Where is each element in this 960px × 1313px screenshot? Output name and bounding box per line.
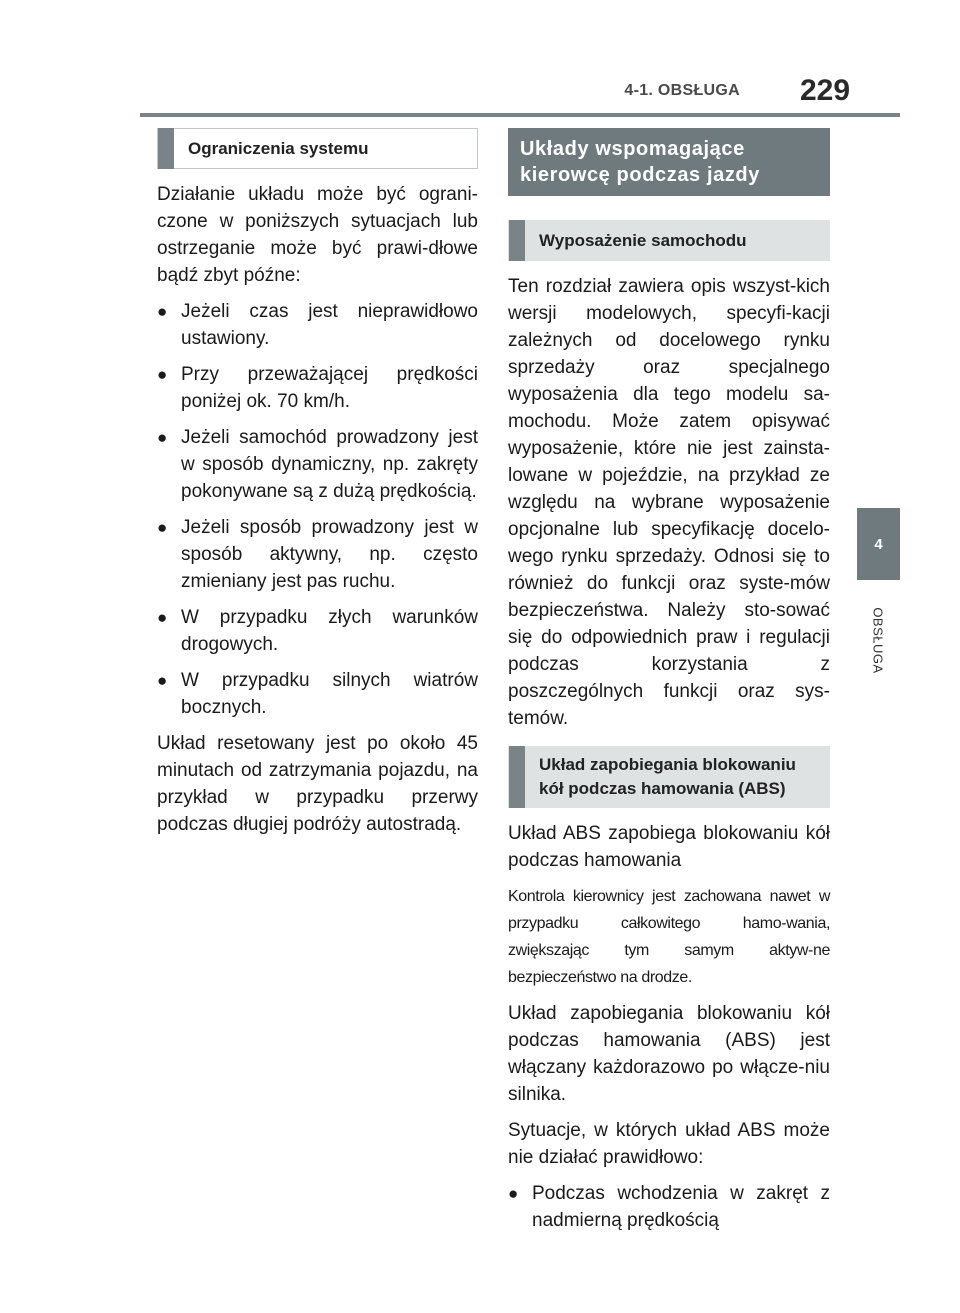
list-item <box>157 361 478 415</box>
list-item-text: Jeżeli sposób prowadzony jest w sposób aktywny, np. często zmieniany jest pas ruchu. <box>181 517 478 592</box>
equipment-text: Ten rozdział zawiera opis wszyst-kich wersji modelowych, specyfi-kacji zależnych od docelowego rynku sprzedaży oraz specjalnego wyposażenia dla tego modelu sa-mochodu. Może zatem opisywać wyposażenie, które nie jest zainsta-lowane w pojeździe, na przykład ze względu na wybrane wyposażenie opcjonalne lub specyfikację docelo-wego rynku sprzedaży. Odnosi się to również do funkcji oraz syste-mów bezpieczeństwa. Należy sto-sować się do odpowiednich praw i regulacji podczas korzystania z poszczególnych funkcji oraz sys-temów. <box>508 276 830 729</box>
left-column <box>157 128 478 847</box>
abs-text: Układ zapobiegania blokowaniu kół podczas hamowania (ABS) jest włączany każdorazowo po włącze-niu silnika. <box>508 1003 830 1105</box>
list-item <box>157 424 478 505</box>
bullet-icon: ● <box>157 671 168 690</box>
page-number: 229 <box>800 74 851 107</box>
chapter-tab <box>857 508 900 580</box>
right-column <box>508 128 830 1243</box>
bullet-icon: ● <box>157 365 168 384</box>
abs-intro: Układ ABS zapobiega blokowaniu kół podczas hamowania <box>508 823 830 871</box>
system-reset-text: Układ resetowany jest po około 45 minutach od zatrzymania pojazdu, na przykład w przypadku przerwy podczas długiej podróży autostradą. <box>157 733 478 835</box>
bullet-icon: ● <box>508 1184 519 1203</box>
section-title: 4-1. OBSŁUGA <box>624 82 740 99</box>
bullet-icon: ● <box>157 608 168 627</box>
list-item-text: W przypadku silnych wiatrów bocznych. <box>181 670 478 718</box>
list-item <box>157 514 478 595</box>
list-item-text: Przy przeważającej prędkości poniżej ok. 70 km/h. <box>181 364 478 412</box>
list-item <box>157 604 478 658</box>
abs-heading: Układ zapobiegania blokowaniu kół podczas hamowania (ABS) <box>508 746 830 808</box>
abs-note: Kontrola kierownicy jest zachowana nawet w przypadku całkowitego hamo-wania, zwiększając tym samym aktyw-ne bezpieczeństwo na drodze. <box>508 888 830 986</box>
abs-situations: Sytuacje, w których układ ABS może nie działać prawidłowo: <box>508 1120 830 1168</box>
system-limits-heading: Ograniczenia systemu <box>157 128 478 169</box>
list-item-text: Jeżeli samochód prowadzony jest w sposób dynamiczny, np. zakręty pokonywane są z dużą prędkością. <box>181 427 478 502</box>
driver-assist-heading: Układy wspomagające kierowcę podczas jazdy <box>508 128 830 196</box>
header-divider <box>140 113 900 117</box>
chapter-label <box>857 590 900 690</box>
list-item <box>157 667 478 721</box>
bullet-icon: ● <box>157 302 168 321</box>
list-item <box>508 1180 830 1234</box>
list-item-text: W przypadku złych warunków drogowych. <box>181 607 478 655</box>
equipment-heading: Wyposażenie samochodu <box>508 220 830 261</box>
chapter-label-text: OBSŁUGA <box>871 606 887 674</box>
list-item-text: Jeżeli czas jest nieprawidłowo ustawiony. <box>181 301 478 349</box>
bullet-icon: ● <box>157 428 168 447</box>
system-limits-intro: Działanie układu może być ograni-czone w poniższych sytuacjach lub ostrzeganie może być prawi-dłowe bądź zbyt późne: <box>157 184 478 286</box>
bullet-icon: ● <box>157 518 168 537</box>
chapter-number: 4 <box>874 535 883 553</box>
list-item-text: Podczas wchodzenia w zakręt z nadmierną prędkością <box>532 1183 830 1231</box>
list-item <box>157 298 478 352</box>
